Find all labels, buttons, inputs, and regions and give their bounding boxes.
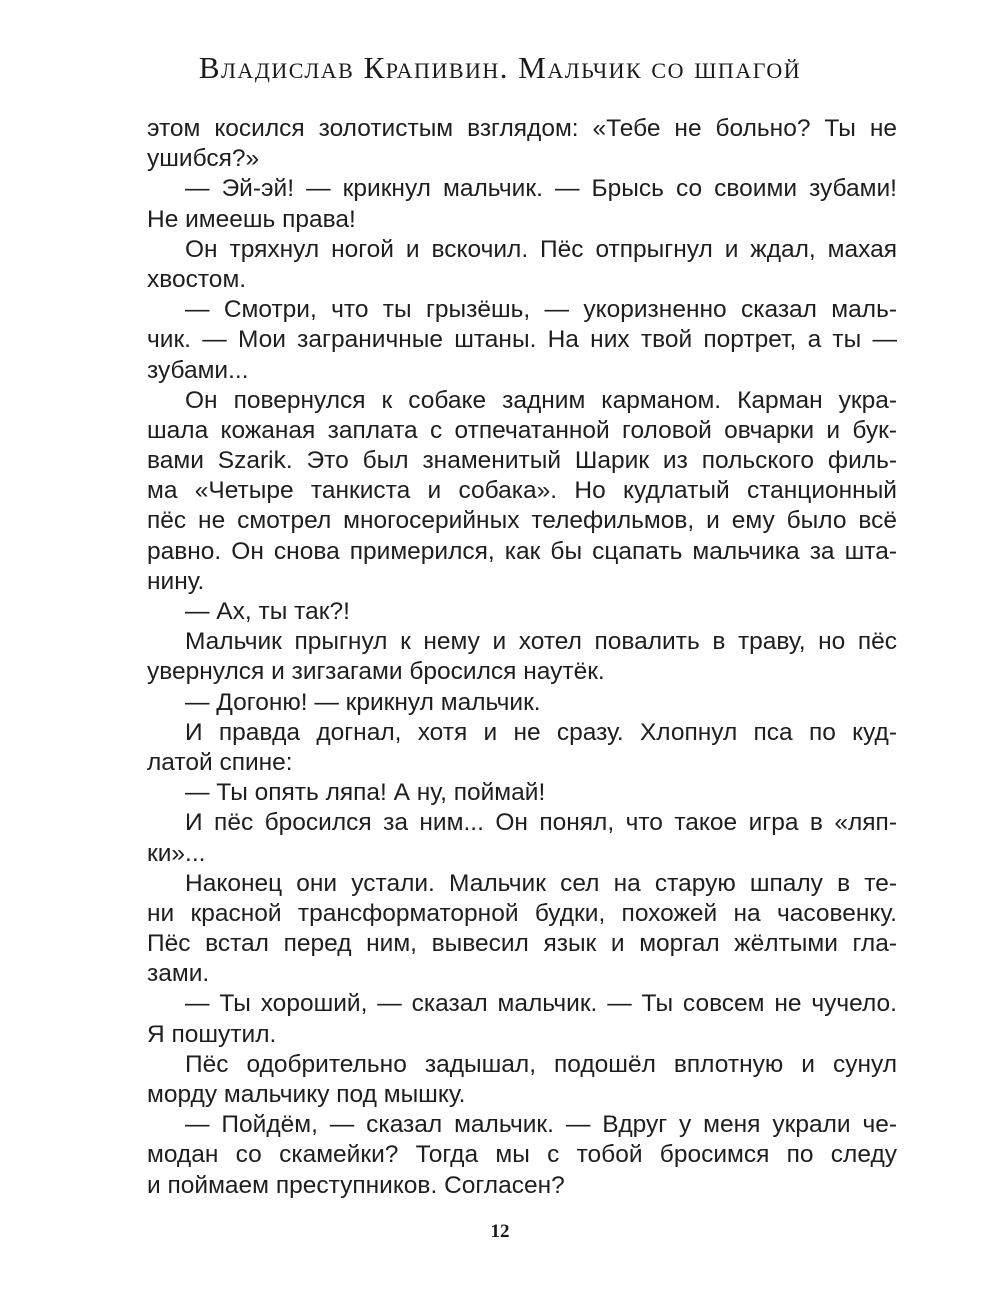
text-line: И пёс бросился за ним... Он понял, что такое игра в «ляп- xyxy=(185,809,897,837)
text-line: зами. xyxy=(147,960,210,988)
text-line: Пёс встал перед ним, вывесил язык и моргал жёлтыми гла- xyxy=(147,930,897,958)
running-title: Владислав Крапивин. Мальчик со шпагой xyxy=(198,50,802,85)
text-line: нину. xyxy=(147,567,205,595)
text-line: ма «Четыре танкиста и собака». Но кудлатый станционный xyxy=(147,477,897,505)
text-line: — Догоню! — крикнул мальчик. xyxy=(185,688,541,716)
text-line: вами Szarik. Это был знаменитый Шарик из польского филь- xyxy=(147,447,897,475)
text-line: и поймаем преступников. Согласен? xyxy=(147,1171,565,1199)
page-number: 12 xyxy=(490,1221,510,1242)
text-line: И правда догнал, хотя и не сразу. Хлопнул пса по куд- xyxy=(185,718,897,746)
text-line: — Пойдём, — сказал мальчик. — Вдруг у меня украли че- xyxy=(185,1111,897,1139)
text-line: — Эй-эй! — крикнул мальчик. — Брысь со своими зубами! xyxy=(185,175,897,203)
text-line: пёс не смотрел многосерийных телефильмов, и ему было всё xyxy=(147,507,897,535)
text-line: равно. Он снова примерился, как бы сцапать мальчика за шта- xyxy=(147,537,897,565)
text-line: латой спине: xyxy=(147,748,293,776)
text-line: чик. — Мои заграничные штаны. На них твой портрет, а ты — xyxy=(147,326,897,354)
text-line: Он повернулся к собаке задним карманом. Карман укра- xyxy=(185,386,897,414)
text-line: хвостом. xyxy=(147,265,247,293)
text-line: ни красной трансформаторной будки, похожей на часовенку. xyxy=(147,899,897,927)
text-line: этом косился золотистым взглядом: «Тебе не больно? Ты не xyxy=(147,115,897,142)
text-line: Пёс одобрительно задышал, подошёл вплотную и сунул xyxy=(185,1050,897,1078)
text-line: Наконец они устали. Мальчик сел на старую шпалу в те- xyxy=(185,869,897,897)
text-line: ки»... xyxy=(147,839,206,867)
text-line: шала кожаная заплата с отпечатанной головой овчарки и бук- xyxy=(147,416,897,444)
text-line: Мальчик прыгнул к нему и хотел повалить в траву, но пёс xyxy=(185,628,897,656)
text-line: Я пошутил. xyxy=(147,1020,277,1048)
text-line: морду мальчику под мышку. xyxy=(147,1081,466,1108)
text-line: Он тряхнул ногой и вскочил. Пёс отпрыгнул и ждал, махая xyxy=(185,235,897,263)
text-line: ушибся?» xyxy=(147,145,260,173)
body-text xyxy=(147,114,897,1201)
text-line: — Ах, ты так?! xyxy=(185,598,350,625)
text-line: Не имеешь права! xyxy=(147,205,356,233)
text-line: — Смотри, что ты грызёшь, — укоризненно сказал маль- xyxy=(185,296,897,324)
text-line: — Ты опять ляпа! А ну, поймай! xyxy=(185,779,546,807)
text-line: — Ты хороший, — сказал мальчик. — Ты совсем не чучело. xyxy=(185,990,897,1018)
text-line: модан со скамейки? Тогда мы с тобой бросимся по следу xyxy=(147,1141,897,1169)
text-line: зубами... xyxy=(147,356,249,384)
text-line: увернулся и зигзагами бросился наутёк. xyxy=(147,658,605,686)
